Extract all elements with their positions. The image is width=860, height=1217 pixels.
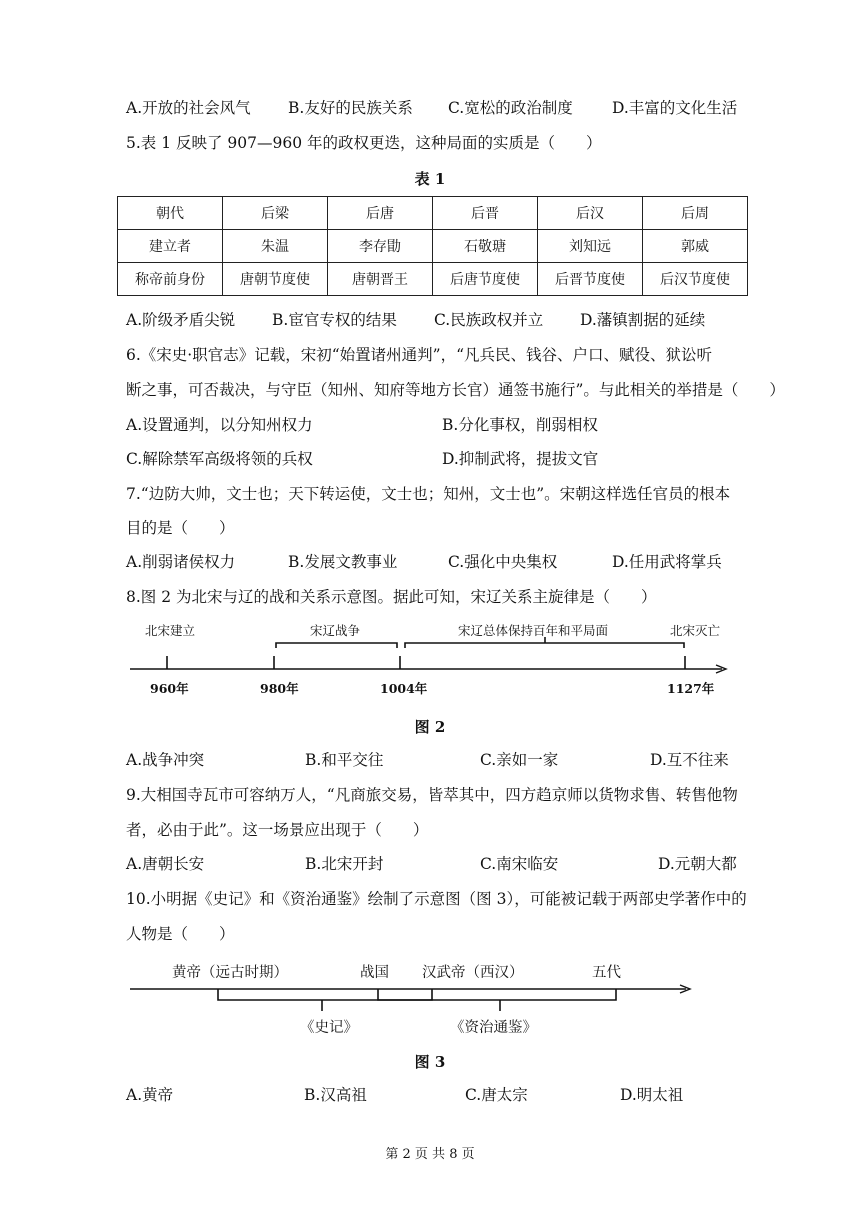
q5-option-c: C.民族政权并立: [434, 311, 544, 329]
point-huangdi: 黄帝（远古时期）: [172, 965, 288, 981]
q6-stem-line2: 断之事，可否裁决，与守臣（知州、知府等地方长官）通签书施行”。与此相关的举措是（ ）: [126, 381, 785, 399]
q8-stem: 8.图 2 为北宋与辽的战和关系示意图。据此可知，宋辽关系主旋律是（ ）: [126, 588, 657, 606]
year-1127: 1127年: [667, 681, 715, 696]
q10-option-b: B.汉高祖: [304, 1086, 367, 1104]
table-cell: 后汉: [538, 197, 643, 230]
q6-option-c: C.解除禁军高级将领的兵权: [126, 450, 313, 468]
table-cell: 李存勖: [328, 230, 433, 263]
q9-option-b: B.北宋开封: [305, 855, 384, 873]
table-cell: 称帝前身份: [118, 263, 223, 296]
event-song-fall: 北宋灭亡: [670, 623, 721, 638]
history-books-timeline-figure: [0, 955, 860, 1040]
table-cell: 朱温: [223, 230, 328, 263]
q7-option-c: C.强化中央集权: [448, 553, 558, 571]
q7-option-b: B.发展文教事业: [288, 553, 398, 571]
q7-stem-line1: 7.“边防大帅，文士也；天下转运使，文士也；知州，文士也”。宋朝这样选任官员的根本: [126, 485, 731, 503]
q10-option-c: C.唐太宗: [465, 1086, 528, 1104]
q7-stem-line2: 目的是（ ）: [126, 519, 235, 537]
q5-stem: 5.表 1 反映了 907—960 年的政权更迭，这种局面的实质是（ ）: [126, 134, 602, 152]
table-cell: 郭威: [643, 230, 748, 263]
figure-2-caption: 图 2: [414, 718, 446, 736]
book-zizhi-tongjian: 《资治通鉴》: [450, 1020, 537, 1036]
q6-option-b: B.分化事权，削弱相权: [442, 416, 598, 434]
table-cell: 后梁: [223, 197, 328, 230]
q6-stem-line1: 6.《宋史·职官志》记载，宋初“始置诸州通判”，“凡兵民、钱谷、户口、赋役、狱讼听: [126, 346, 712, 364]
q9-option-a: A.唐朝长安: [126, 855, 205, 873]
table-cell: 建立者: [118, 230, 223, 263]
q5-option-a: A.阶级矛盾尖锐: [126, 311, 236, 329]
q6-option-d: D.抑制武将，提拔文官: [442, 450, 599, 468]
point-five-dynasties: 五代: [592, 965, 621, 981]
q5-option-b: B.宦官专权的结果: [272, 311, 397, 329]
q6-option-a: A.设置通判，以分知州权力: [126, 416, 313, 434]
table-cell: 刘知远: [538, 230, 643, 263]
table-cell: 朝代: [118, 197, 223, 230]
q9-option-d: D.元朝大都: [658, 855, 737, 873]
q9-stem-line1: 9.大相国寺瓦市可容纳万人，“凡商旅交易，皆萃其中，四方趋京师以货物求售、转售他物: [126, 786, 738, 804]
dynasty-table: [117, 196, 748, 296]
table-cell: 唐朝节度使: [223, 263, 328, 296]
event-song-founded: 北宋建立: [145, 623, 196, 638]
figure-3-caption: 图 3: [414, 1053, 446, 1071]
event-song-liao-war: 宋辽战争: [310, 623, 361, 638]
q8-option-a: A.战争冲突: [126, 751, 205, 769]
year-960: 960年: [150, 681, 189, 696]
table-cell: 唐朝晋王: [328, 263, 433, 296]
song-liao-timeline-figure: [0, 615, 860, 700]
table-cell: 后唐节度使: [433, 263, 538, 296]
q8-option-d: D.互不往来: [650, 751, 729, 769]
q4-option-b: B.友好的民族关系: [288, 99, 413, 117]
page-footer: 第 2 页 共 8 页: [385, 1147, 475, 1162]
q10-stem-line2: 人物是（ ）: [126, 925, 235, 943]
table-row: [118, 197, 748, 230]
q7-option-d: D.任用武将掌兵: [612, 553, 722, 571]
q8-option-b: B.和平交往: [305, 751, 384, 769]
q9-stem-line2: 者，必由于此”。这一场景应出现于（ ）: [126, 821, 429, 839]
table-cell: 后汉节度使: [643, 263, 748, 296]
q4-option-a: A.开放的社会风气: [126, 99, 251, 117]
table-row: [118, 230, 748, 263]
year-1004: 1004年: [380, 681, 428, 696]
q5-option-d: D.藩镇割据的延续: [580, 311, 706, 329]
q9-option-c: C.南宋临安: [480, 855, 559, 873]
table-cell: 后周: [643, 197, 748, 230]
point-han-wudi: 汉武帝（西汉）: [422, 965, 524, 981]
q10-option-a: A.黄帝: [126, 1086, 174, 1104]
table-cell: 后晋: [433, 197, 538, 230]
q4-option-d: D.丰富的文化生活: [612, 99, 738, 117]
table-cell: 后晋节度使: [538, 263, 643, 296]
q8-option-c: C.亲如一家: [480, 751, 559, 769]
book-shiji: 《史记》: [300, 1020, 358, 1036]
point-warring-states: 战国: [360, 965, 389, 981]
table-cell: 石敬瑭: [433, 230, 538, 263]
q4-option-c: C.宽松的政治制度: [448, 99, 573, 117]
table-1-caption: 表 1: [414, 170, 446, 188]
table-cell: 后唐: [328, 197, 433, 230]
event-century-peace: 宋辽总体保持百年和平局面: [458, 623, 609, 638]
q7-option-a: A.削弱诸侯权力: [126, 553, 236, 571]
year-980: 980年: [260, 681, 299, 696]
table-row: [118, 263, 748, 296]
q10-option-d: D.明太祖: [620, 1086, 684, 1104]
q10-stem-line1: 10.小明据《史记》和《资治通鉴》绘制了示意图（图 3），可能被记载于两部史学著作中的: [126, 890, 747, 908]
